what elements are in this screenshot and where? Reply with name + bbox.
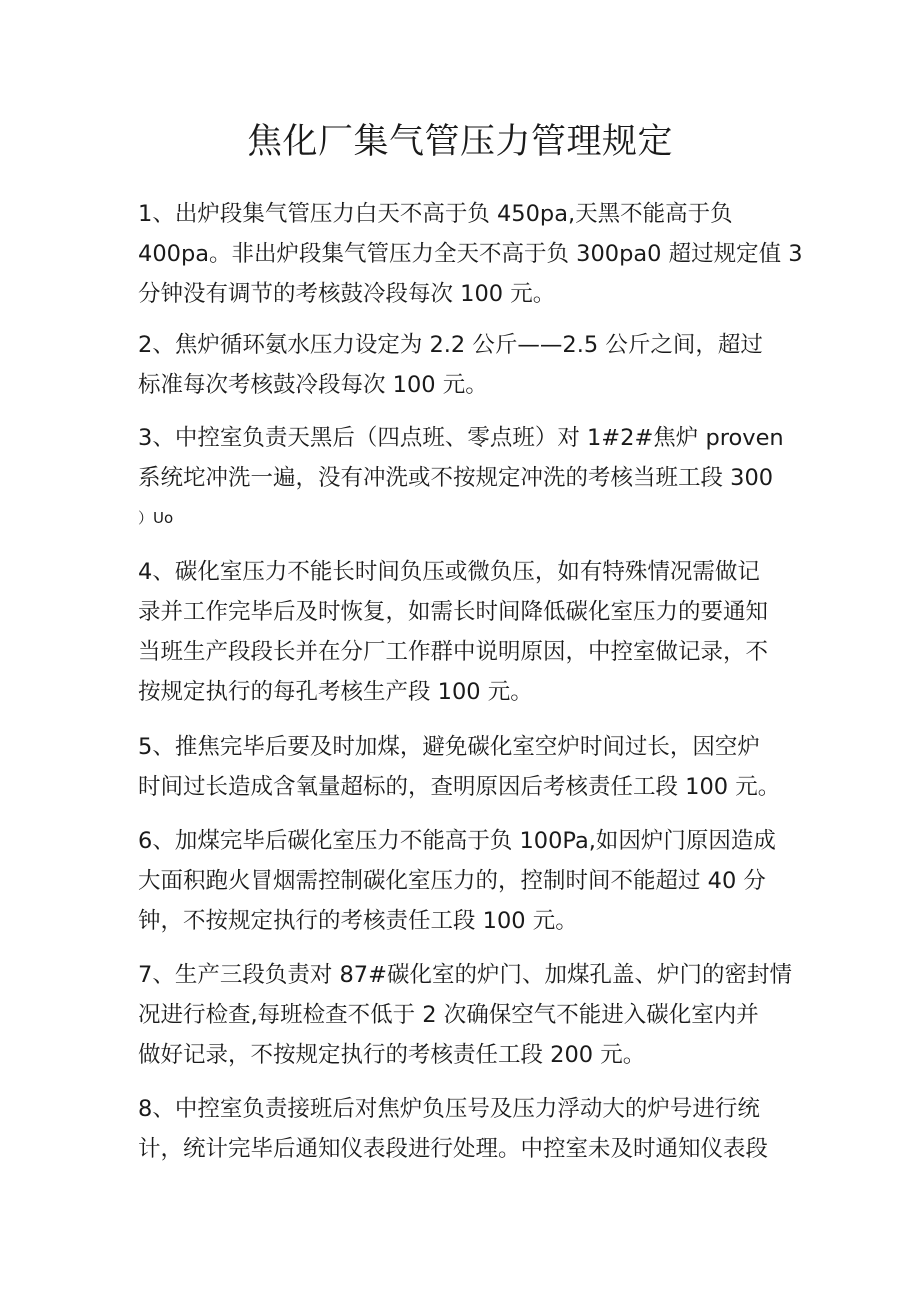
rule-item-6	[138, 821, 798, 941]
rule-line: 7、生产三段负责对 87#碳化室的炉门、加煤孔盖、炉门的密封情	[138, 962, 792, 988]
rule-line: 当班生产段段长并在分厂工作群中说明原因，中控室做记录，不	[138, 639, 769, 665]
rule-line: 400pa。非出炉段集气管压力全天不高于负 300pa0 超过规定值 3	[138, 241, 803, 267]
rule-item-8	[138, 1089, 798, 1169]
rule-line: 况进行检查,每班检查不低于 2 次确保空气不能进入碳化室内并	[138, 1002, 759, 1028]
rule-item-1	[138, 194, 803, 314]
rule-line: 5、推焦完毕后要及时加煤，避免碳化室空炉时间过长，因空炉	[138, 734, 760, 760]
rule-line: 1、出炉段集气管压力白天不高于负 450pa,天黑不能高于负	[138, 201, 733, 227]
rule-line: 6、加煤完毕后碳化室压力不能高于负 100Pa,如因炉门原因造成	[138, 828, 776, 854]
rule-line: 标准每次考核鼓冷段每次 100 元。	[138, 372, 488, 398]
rule-line: 4、碳化室压力不能长时间负压或微负压，如有特殊情况需做记	[138, 559, 760, 585]
document-title: 焦化厂集气管压力管理规定	[246, 122, 673, 162]
rule-line: 录并工作完毕后及时恢复，如需长时间降低碳化室压力的要通知	[138, 599, 769, 625]
rule-item-2	[138, 325, 798, 405]
rule-line: 3、中控室负责天黑后（四点班、零点班）对 1#2#焦炉 proven	[138, 425, 784, 451]
rule-line: 时间过长造成含氧量超标的，查明原因后考核责任工段 100 元。	[138, 774, 781, 800]
rule-line: 2、焦炉循环氨水压力设定为 2.2 公斤——2.5 公斤之间，超过	[138, 332, 763, 358]
rule-line: 分钟没有调节的考核鼓冷段每次 100 元。	[138, 281, 556, 307]
rule-line: 计，统计完毕后通知仪表段进行处理。中控室未及时通知仪表段	[138, 1136, 769, 1162]
rule-line: 钟，不按规定执行的考核责任工段 100 元。	[138, 908, 578, 934]
rule-line: ）Uo	[138, 509, 174, 527]
rule-line: 做好记录，不按规定执行的考核责任工段 200 元。	[138, 1042, 646, 1068]
rule-item-5	[138, 727, 798, 807]
rule-line: 按规定执行的每孔考核生产段 100 元。	[138, 679, 533, 705]
rule-item-4	[138, 552, 798, 712]
rule-line: 大面积跑火冒烟需控制碳化室压力的，控制时间不能超过 40 分	[138, 868, 766, 894]
rule-line: 系统坨冲洗一遍，没有冲洗或不按规定冲洗的考核当班工段 300	[138, 465, 774, 491]
rule-item-3	[138, 418, 798, 538]
rule-line: 8、中控室负责接班后对焦炉负压号及压力浮动大的炉号进行统	[138, 1096, 760, 1122]
rule-item-7	[138, 955, 798, 1075]
